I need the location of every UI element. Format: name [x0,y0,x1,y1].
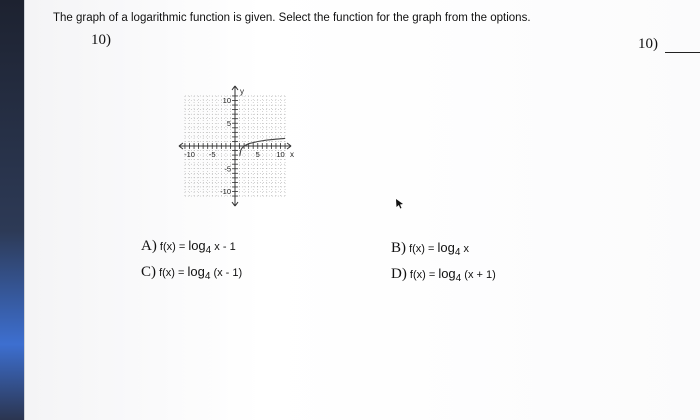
log-graph [121,46,321,242]
x-tick-label: -10 [184,150,195,159]
choice-base: 4 [454,247,461,258]
choice-arg: (x + 1) [461,269,496,281]
choice-letter: A) [141,238,157,254]
x-tick-label: 10 [276,150,285,159]
y-tick-label: -10 [220,187,231,196]
choice-a[interactable] [141,238,236,255]
x-tick-label: 5 [255,150,260,159]
question-number: 10) [91,32,111,48]
choice-prefix: f(x) = [409,269,439,281]
choice-c[interactable] [141,264,242,281]
choice-letter: C) [141,264,156,280]
mouse-cursor-icon [395,198,405,210]
choice-prefix: f(x) = [159,241,189,253]
choice-func: log [188,238,206,253]
choice-letter: D) [391,266,407,282]
instruction-text: The graph of a logarithmic function is given. Select the function for the graph from the options. [53,12,531,24]
choice-prefix: f(x) = [159,267,188,279]
choice-letter: B) [391,240,406,256]
choice-arg: x [460,243,469,255]
choice-func: log [438,266,456,281]
x-tick-label: -5 [208,150,216,159]
answer-label: 10) [638,36,658,52]
worksheet-page [24,0,700,420]
y-tick-label: 5 [226,118,231,128]
y-axis-label: y [240,86,244,96]
choice-base: 4 [455,273,462,284]
choice-func: log [437,240,455,255]
y-tick-label: 10 [222,96,231,105]
y-tick-label: -5 [224,164,231,174]
choice-base: 4 [204,271,211,282]
choice-func: log [187,264,205,279]
choice-arg: x - 1 [211,241,236,253]
choice-b[interactable] [391,240,469,257]
choice-prefix: f(x) = [409,243,438,255]
choice-arg: (x - 1) [210,267,243,279]
choice-base: 4 [205,245,212,256]
choice-d[interactable] [391,266,496,283]
answer-blank[interactable] [665,52,700,53]
x-axis-label: x [290,150,295,159]
